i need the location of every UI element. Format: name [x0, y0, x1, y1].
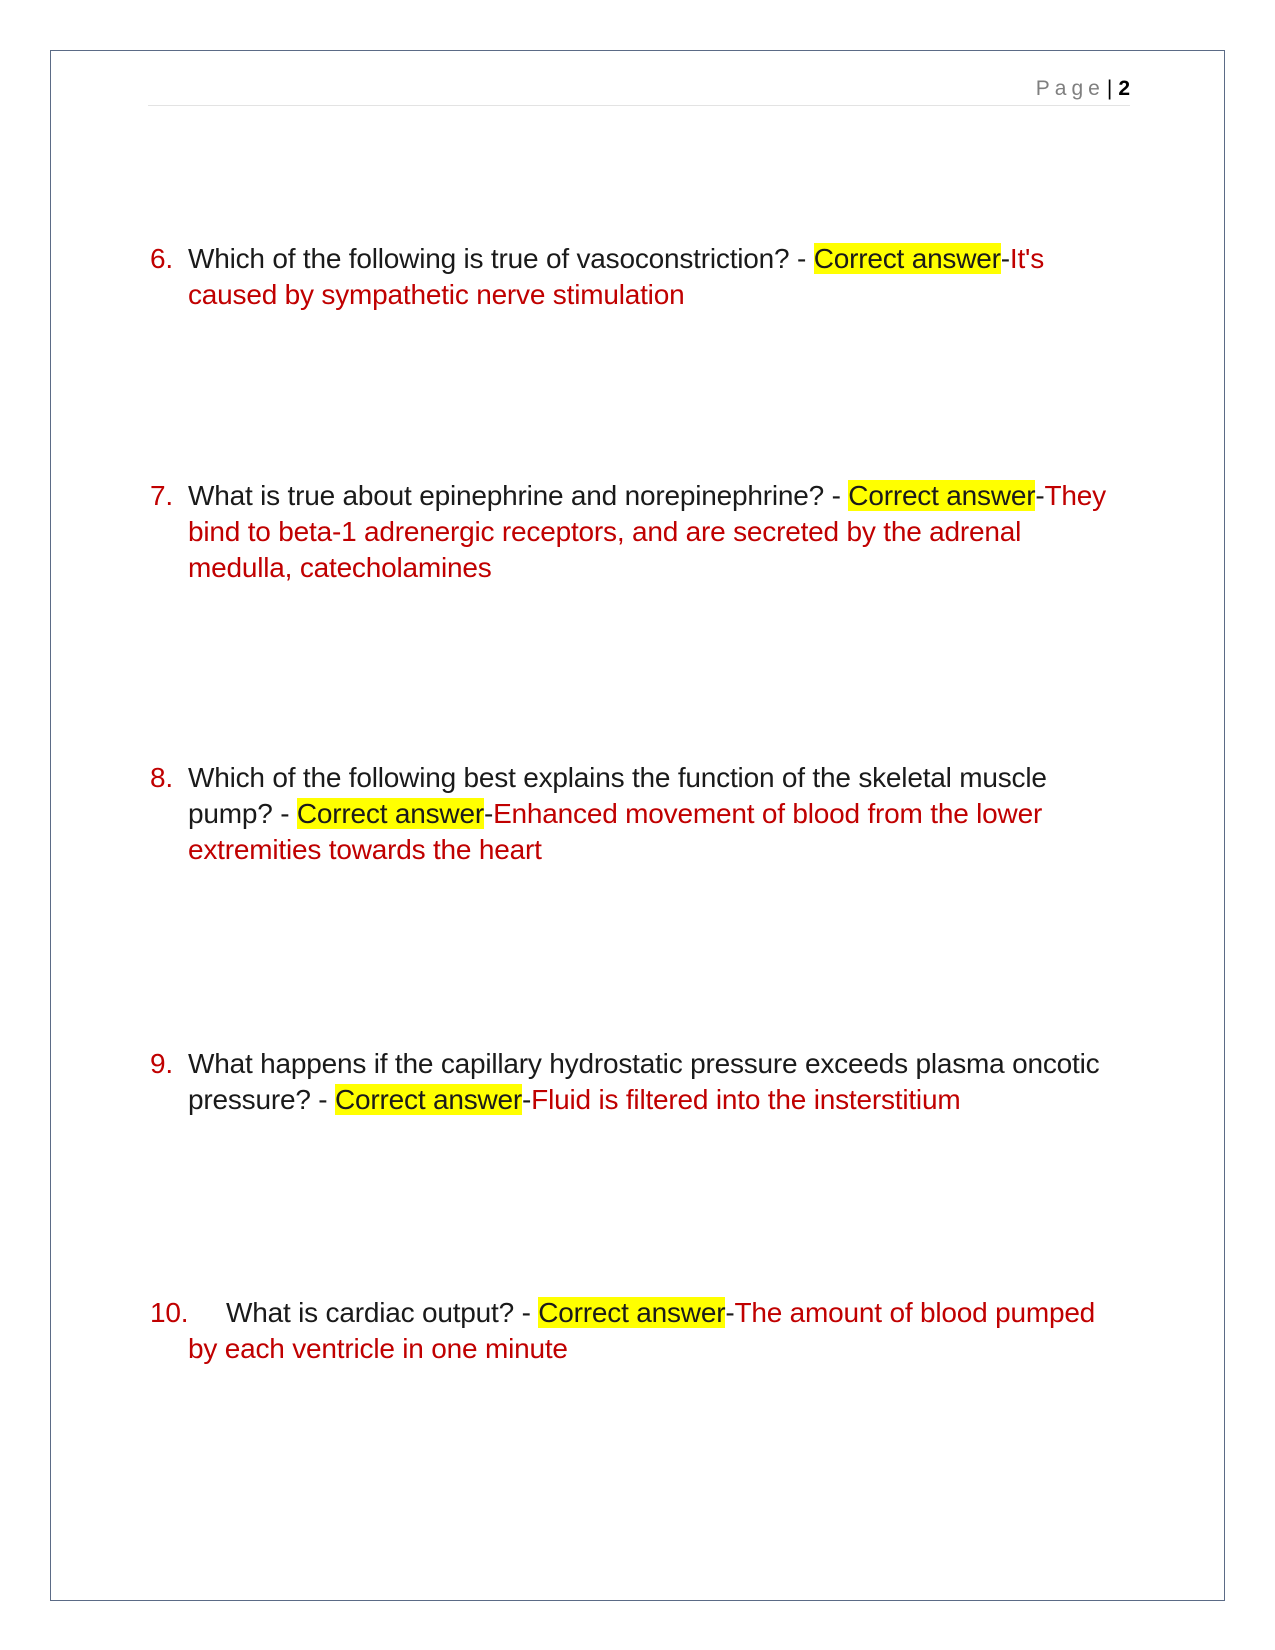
page-header: [148, 74, 1130, 106]
question-text: Which of the following best explains the function of the skeletal muscle pump? -: [188, 762, 1047, 829]
answer-dash: -: [522, 1084, 532, 1115]
question-body: [188, 1295, 1110, 1367]
correct-answer-marker: Correct answer: [848, 480, 1036, 511]
question-item-10: [150, 1295, 1110, 1367]
page-label: Page: [1035, 77, 1105, 100]
page-number: 2: [1118, 77, 1130, 100]
question-body: [188, 760, 1110, 868]
question-number: 9.: [150, 1048, 173, 1079]
question-item-9: [150, 1046, 1110, 1118]
question-number: 10.: [150, 1297, 189, 1328]
answer-text: Enhanced movement of blood from the lower extremities towards the heart: [188, 798, 1043, 865]
question-number: 7.: [150, 480, 173, 511]
answer-dash: -: [1000, 243, 1010, 274]
answer-dash: -: [725, 1297, 735, 1328]
page-separator: |: [1106, 77, 1113, 100]
answer-dash: -: [1035, 480, 1045, 511]
correct-answer-marker: Correct answer: [538, 1297, 726, 1328]
question-text: Which of the following is true of vasoconstriction? -: [188, 243, 814, 274]
answer-text: Fluid is filtered into the insterstitium: [531, 1084, 961, 1115]
question-number: 8.: [150, 762, 173, 793]
correct-answer-marker: Correct answer: [296, 798, 484, 829]
question-text: What is true about epinephrine and norepinephrine? -: [188, 480, 849, 511]
question-text: What is cardiac output? -: [226, 1297, 539, 1328]
answer-dash: -: [483, 798, 494, 829]
correct-answer-marker: Correct answer: [335, 1084, 523, 1115]
question-body: [188, 1046, 1110, 1118]
answer-text: The amount of blood pumped by each ventricle in one minute: [188, 1297, 1096, 1364]
question-number: 6.: [150, 243, 173, 274]
answer-text: They bind to beta-1 adrenergic receptors, and are secreted by the adrenal medulla, catecholamines: [188, 480, 1106, 583]
question-body: [188, 478, 1110, 586]
correct-answer-marker: Correct answer: [813, 243, 1001, 274]
question-text: What happens if the capillary hydrostatic pressure exceeds plasma oncotic pressure? -: [188, 1048, 1100, 1115]
question-item-6: [150, 241, 1110, 313]
question-item-8: [150, 760, 1110, 868]
question-body: [188, 241, 1110, 313]
answer-text: It's caused by sympathetic nerve stimulation: [188, 243, 1044, 310]
question-item-7: [150, 478, 1110, 586]
